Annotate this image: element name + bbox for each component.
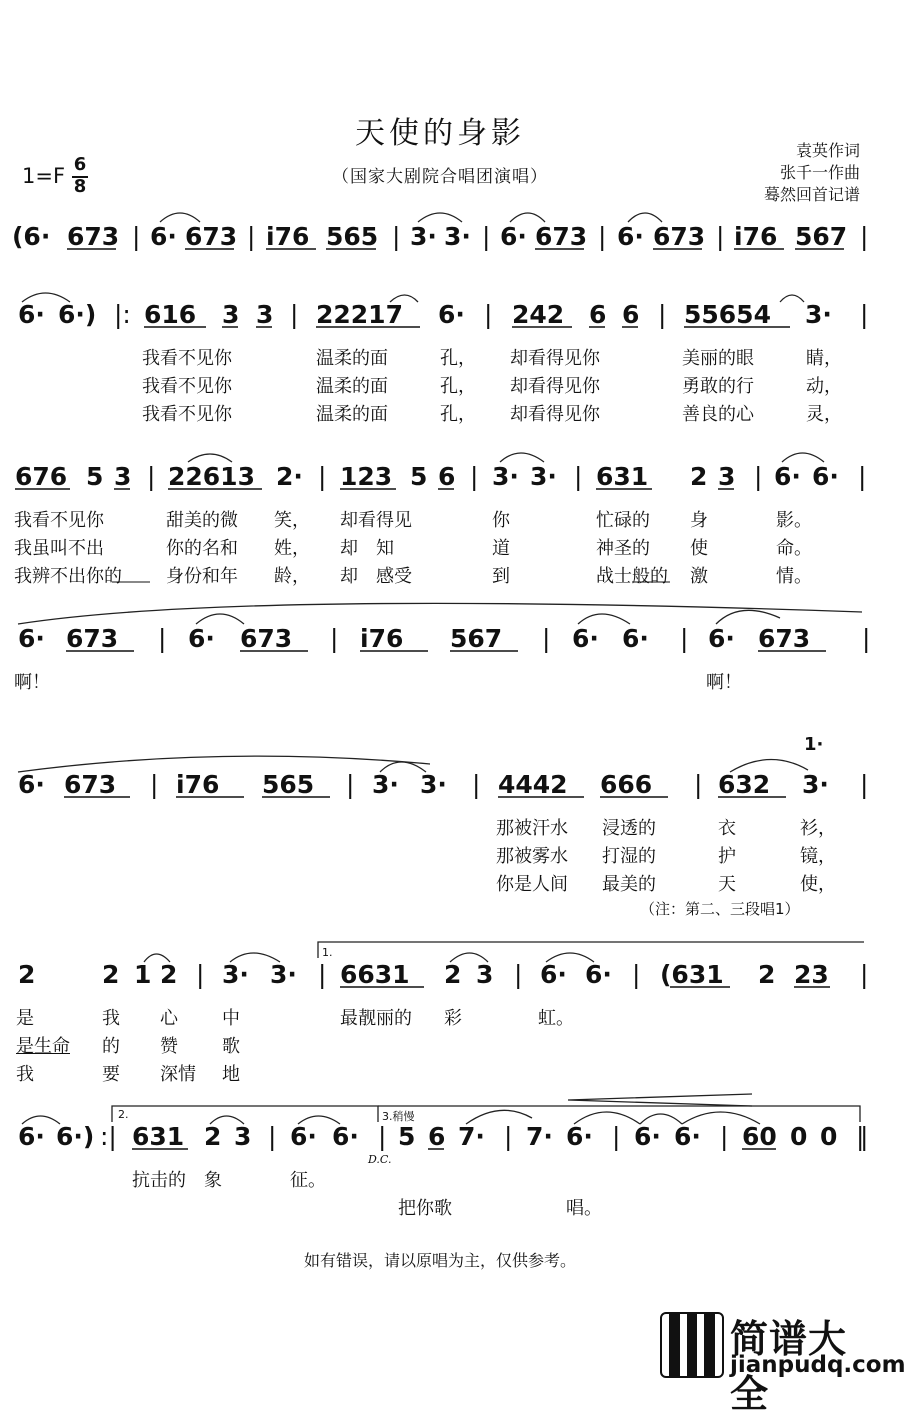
note-group: 676 — [15, 462, 68, 491]
lyric: 灵， — [806, 404, 842, 425]
lyric: 镜， — [800, 846, 836, 867]
note-group: 6· — [18, 300, 45, 329]
lyric: 征。 — [290, 1170, 326, 1191]
note-group: 6· — [332, 1122, 359, 1151]
barline: | — [290, 300, 299, 329]
barline: | — [612, 1122, 621, 1151]
lyric: 抗击的 — [132, 1170, 186, 1191]
key-signature: 1=F — [22, 164, 66, 188]
lyric: 我看不见你 — [14, 510, 104, 531]
lyric: 最靓丽的 — [340, 1008, 412, 1029]
note-group: 616 — [144, 300, 197, 329]
lyric: 我虽叫不出 — [14, 538, 104, 559]
barline: | — [472, 770, 481, 799]
note-group: 6· — [566, 1122, 593, 1151]
lyric: 动， — [806, 376, 842, 397]
note-group: 6· — [674, 1122, 701, 1151]
barline: | — [716, 222, 725, 251]
lyric: 情。 — [776, 566, 812, 587]
barline: | — [247, 222, 256, 251]
note-group: 123 — [340, 462, 393, 491]
barline: | — [470, 462, 479, 491]
performance-remark: （注：第二、三段唱1） — [640, 900, 800, 918]
barline: | — [598, 222, 607, 251]
barline: | — [504, 1122, 513, 1151]
note-group: 6· — [572, 624, 599, 653]
note-group: 6· — [438, 300, 465, 329]
lyric: 勇敢的行 — [682, 376, 754, 397]
lyric: 那被雾水 — [496, 846, 568, 867]
logo-url: jianpudq.com — [730, 1352, 906, 1378]
barline: | — [392, 222, 401, 251]
lyric: 护 — [718, 846, 736, 867]
note-group: 7· — [458, 1122, 485, 1151]
note-group: 632 — [718, 770, 771, 799]
piano-icon — [660, 1312, 724, 1378]
composer-credit: 张千一作曲 — [779, 163, 860, 182]
note-group: 6 — [428, 1122, 446, 1151]
system-6-notes — [0, 960, 880, 1000]
note-group: 6· — [634, 1122, 661, 1151]
lyric: 我辨不出你的 — [14, 566, 122, 587]
performer-subtitle: （国家大剧院合唱团演唱） — [332, 167, 548, 187]
note-group: 6· — [708, 624, 735, 653]
note-group: 3· — [270, 960, 297, 989]
note-group: 3· — [805, 300, 832, 329]
lyric: 你是人间 — [496, 874, 568, 895]
note-group: 6· — [617, 222, 644, 251]
note-group: 0 — [820, 1122, 838, 1151]
lyric: 彩 — [444, 1008, 462, 1029]
lyric: 孔， — [440, 348, 476, 369]
note-group: 673 — [535, 222, 588, 251]
lyric: 歌 — [222, 1036, 240, 1057]
note-group: 7· — [526, 1122, 553, 1151]
lyric: 虹。 — [538, 1008, 574, 1029]
note-group: i76 — [734, 222, 778, 251]
lyric: 影。 — [776, 510, 812, 531]
lyric: 你的名和 — [166, 538, 238, 559]
note-group: 3· — [372, 770, 399, 799]
time-signature-bottom: 8 — [73, 176, 87, 197]
note-group: 1 — [134, 960, 152, 989]
note-group: 3 — [234, 1122, 252, 1151]
lyric: 命。 — [776, 538, 812, 559]
note-group: 60 — [742, 1122, 777, 1151]
lyric: 睛， — [806, 348, 842, 369]
song-title: 天使的身影 — [355, 116, 525, 151]
barline: | — [132, 222, 141, 251]
note-group: 6·) — [56, 1122, 95, 1151]
note-group: 5 — [86, 462, 104, 491]
note-group: 2 — [758, 960, 776, 989]
note-group: 55654 — [684, 300, 771, 329]
barline: | — [318, 462, 327, 491]
note-group: 2 — [18, 960, 36, 989]
note-group: 673 — [240, 624, 293, 653]
note-group: 6·) — [58, 300, 97, 329]
barline: | — [158, 624, 167, 653]
note-group: 673 — [758, 624, 811, 653]
note-group: 2 — [102, 960, 120, 989]
barline: |: — [114, 300, 131, 329]
lyric: 却看得见你 — [510, 376, 600, 397]
lyric: 衫， — [800, 818, 836, 839]
note-group: (631 — [660, 960, 724, 989]
lyric: 却看得见 — [340, 510, 412, 531]
barline: | — [860, 222, 869, 251]
lyric: 笑， — [274, 510, 310, 531]
barline: | — [862, 624, 871, 653]
note-group: 6 — [622, 300, 640, 329]
barline: | — [542, 624, 551, 653]
note-group: i76 — [176, 770, 220, 799]
note-group: (6· — [12, 222, 51, 251]
note-group: i76 — [266, 222, 310, 251]
lyric: 是生命 — [16, 1036, 70, 1057]
note-group: 0 — [790, 1122, 808, 1151]
note-group: 5 — [410, 462, 428, 491]
lyric: 唱。 — [566, 1198, 602, 1219]
barline: | — [658, 300, 667, 329]
lyric: 温柔的面 — [316, 404, 388, 425]
lyric: 我 — [102, 1008, 120, 1029]
note-group: 3· — [410, 222, 437, 251]
barline: | — [330, 624, 339, 653]
system-3-notes — [0, 462, 880, 502]
barline: | — [268, 1122, 277, 1151]
barline: | — [196, 960, 205, 989]
lyric: 要 — [102, 1064, 120, 1085]
transcriber-credit: 蓦然回首记谱 — [763, 185, 860, 204]
site-logo[interactable] — [660, 1312, 906, 1416]
lyric: 那被汗水 — [496, 818, 568, 839]
note-group: 2· — [276, 462, 303, 491]
note-group: 22217 — [316, 300, 403, 329]
note-group: 3 — [222, 300, 240, 329]
da-capo-mark: D.C. — [368, 1153, 392, 1166]
lyric: 激 — [690, 566, 708, 587]
lyric: 把你歌 — [398, 1198, 452, 1219]
note-group: 3· — [444, 222, 471, 251]
note-group: 673 — [185, 222, 238, 251]
barline: | — [858, 462, 867, 491]
note-group: 565 — [326, 222, 379, 251]
barline: | — [482, 222, 491, 251]
note-group: 666 — [600, 770, 653, 799]
lyric: 孔， — [440, 376, 476, 397]
volta-2-label: 2. — [118, 1108, 129, 1121]
lyric: 地 — [222, 1064, 240, 1085]
note-group: 6· — [812, 462, 839, 491]
barline: | — [680, 624, 689, 653]
lyric: 道 — [492, 538, 510, 559]
note-group: 3 — [256, 300, 274, 329]
system-2-notes — [0, 300, 880, 340]
barline: | — [378, 1122, 387, 1151]
lyric: 甜美的微 — [166, 510, 238, 531]
lyric: 使， — [800, 874, 836, 895]
lyric: 中 — [222, 1008, 240, 1029]
note-group: 6· — [18, 624, 45, 653]
lyric: 却 感受 — [340, 566, 412, 587]
lyric: 象 — [204, 1170, 222, 1191]
barline: | — [318, 960, 327, 989]
note-group: i76 — [360, 624, 404, 653]
note-group: 6· — [188, 624, 215, 653]
lyric: 战士般的 — [596, 566, 668, 587]
note-group: 673 — [653, 222, 706, 251]
barline: | — [514, 960, 523, 989]
lyric: 到 — [492, 566, 510, 587]
lyric: 神圣的 — [596, 538, 650, 559]
lyric: 打湿的 — [602, 846, 656, 867]
lyric: 衣 — [718, 818, 736, 839]
system-1-notes — [0, 222, 880, 262]
lyric: 身份和年 — [166, 566, 238, 587]
lyric: 使 — [690, 538, 708, 559]
note-group: 6· — [540, 960, 567, 989]
note-group: 3 — [718, 462, 736, 491]
note-group: 673 — [64, 770, 117, 799]
barline: | — [484, 300, 493, 329]
lyric: 身 — [690, 510, 708, 531]
note-group: 3· — [802, 770, 829, 799]
barline: | — [720, 1122, 729, 1151]
note-group: 6· — [585, 960, 612, 989]
note-group: 22613 — [168, 462, 255, 491]
barline: | — [694, 770, 703, 799]
lyric: 姓， — [274, 538, 310, 559]
lyric: 善良的心 — [682, 404, 754, 425]
barline: | — [860, 770, 869, 799]
note-group: 673 — [67, 222, 120, 251]
barline: | — [150, 770, 159, 799]
note-group: 567 — [450, 624, 503, 653]
note-group: 3· — [492, 462, 519, 491]
note-group: 2 — [690, 462, 708, 491]
note-group: 6· — [774, 462, 801, 491]
note-group: 4442 — [498, 770, 568, 799]
logo-name: 简谱大全 — [730, 1317, 848, 1416]
lyric: 却看得见你 — [510, 348, 600, 369]
barline: | — [574, 462, 583, 491]
lyric: 却看得见你 — [510, 404, 600, 425]
note-group: 23 — [794, 960, 829, 989]
note-group: 6 — [589, 300, 607, 329]
time-signature-top: 6 — [73, 154, 87, 175]
lyric: 温柔的面 — [316, 376, 388, 397]
lyric: 却 知 — [340, 538, 394, 559]
lyric: 深情 — [160, 1064, 196, 1085]
lyric: 我 — [16, 1064, 34, 1085]
lyric: 是 — [16, 1008, 34, 1029]
disclaimer-footer: 如有错误，请以原唱为主，仅供参考。 — [303, 1251, 576, 1270]
barline: | — [147, 462, 156, 491]
note-group: 3· — [530, 462, 557, 491]
lyric: 我看不见你 — [142, 348, 232, 369]
note-group: 6· — [290, 1122, 317, 1151]
note-group: 6· — [150, 222, 177, 251]
volta-mark: 1· — [804, 734, 824, 755]
lyric: 龄， — [274, 566, 310, 587]
barline: | — [632, 960, 641, 989]
note-group: 242 — [512, 300, 565, 329]
note-group: 6 — [438, 462, 456, 491]
lyric: 天 — [718, 874, 736, 895]
lyric: 赞 — [160, 1036, 178, 1057]
note-group: 567 — [795, 222, 848, 251]
lyric: 忙碌的 — [596, 510, 650, 531]
lyric: 最美的 — [602, 874, 656, 895]
note-group: 2 — [444, 960, 462, 989]
note-group: 6· — [18, 1122, 45, 1151]
barline: | — [860, 300, 869, 329]
system-4-notes — [0, 624, 880, 664]
note-group: 631 — [132, 1122, 185, 1151]
lyric: 你 — [492, 510, 510, 531]
note-group: 673 — [66, 624, 119, 653]
note-group: 6631 — [340, 960, 410, 989]
lyric: 心 — [160, 1008, 178, 1029]
note-group: 3 — [476, 960, 494, 989]
note-group: 5 — [398, 1122, 416, 1151]
note-group: 3 — [114, 462, 132, 491]
system-7-notes — [0, 1122, 880, 1162]
barline: | — [754, 462, 763, 491]
lyric: 啊！ — [14, 672, 50, 693]
barline: | — [346, 770, 355, 799]
lyric: 的 — [102, 1036, 120, 1057]
volta-3-label: 3.稍慢 — [382, 1110, 415, 1123]
barline: | — [860, 960, 869, 989]
note-group: 565 — [262, 770, 315, 799]
system-5-notes — [0, 770, 880, 810]
note-group: 6· — [500, 222, 527, 251]
lyric: 我看不见你 — [142, 404, 232, 425]
barline: ‖ — [856, 1122, 869, 1151]
lyricist-credit: 袁英作词 — [795, 141, 860, 160]
lyric: 美丽的眼 — [682, 348, 754, 369]
note-group: 6· — [622, 624, 649, 653]
lyric: 啊！ — [706, 672, 742, 693]
note-group: 6· — [18, 770, 45, 799]
note-group: 3· — [420, 770, 447, 799]
note-group: 2 — [204, 1122, 222, 1151]
note-group: 2 — [160, 960, 178, 989]
lyric: 我看不见你 — [142, 376, 232, 397]
lyric: 浸透的 — [602, 818, 656, 839]
note-group: 631 — [596, 462, 649, 491]
lyric: 孔， — [440, 404, 476, 425]
barline: :| — [100, 1122, 117, 1151]
note-group: 3· — [222, 960, 249, 989]
lyric: 温柔的面 — [316, 348, 388, 369]
volta-1-label: 1. — [322, 946, 333, 959]
